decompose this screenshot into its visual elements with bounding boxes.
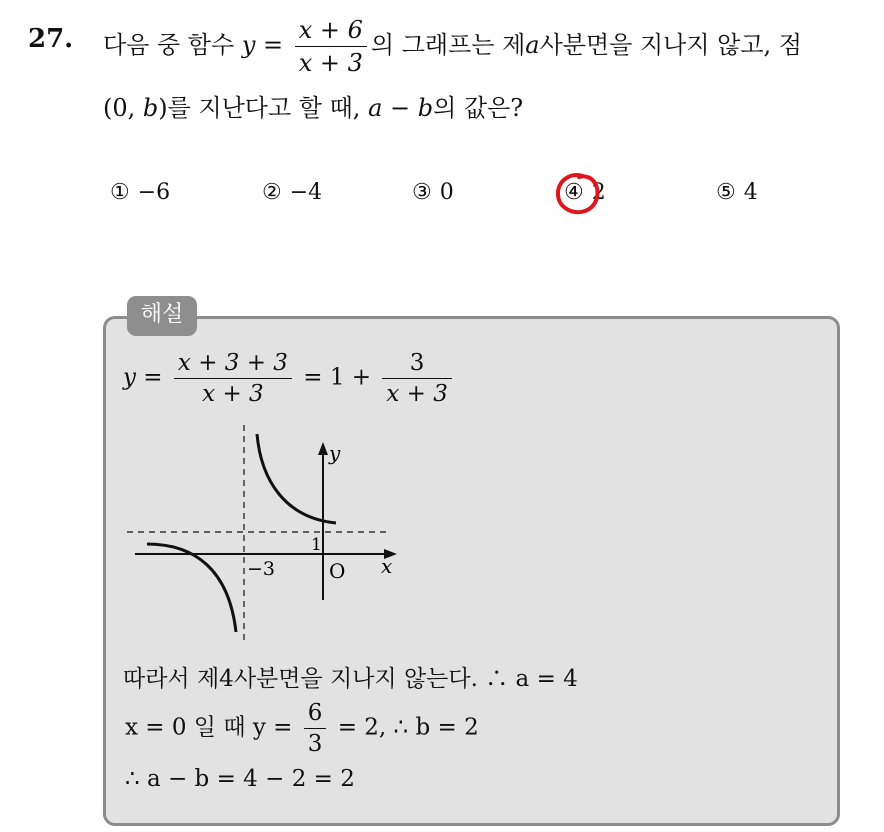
function-variable: y — [241, 31, 256, 59]
y-tick-label: 1 — [311, 535, 322, 555]
fraction-denominator: x + 3 — [386, 381, 448, 407]
fraction-denominator: x + 3 — [298, 49, 363, 77]
quadrant-variable: a — [525, 31, 540, 59]
choice-2[interactable] — [262, 180, 322, 205]
eq-fraction-2 — [382, 350, 452, 407]
choice-5[interactable] — [716, 180, 758, 205]
question-text: 사분면을 지나지 않고, 점 — [539, 31, 802, 59]
solution-text: = 2, ∴ b = 2 — [330, 714, 479, 741]
fraction-denominator: 3 — [307, 731, 323, 757]
solution-line-b — [125, 700, 479, 757]
eq-lhs: y — [123, 364, 136, 391]
fraction-numerator: x + 6 — [295, 16, 367, 47]
choice-value: 0 — [439, 180, 454, 205]
solution-line-a: 따라서 제4사분면을 지나지 않는다. ∴ a = 4 — [123, 666, 578, 692]
fraction-denominator: x + 3 — [202, 381, 264, 407]
fraction-numerator: x + 3 + 3 — [174, 350, 292, 379]
eq-mid: = 1 + — [295, 364, 379, 391]
question-text: 의 그래프는 제 — [370, 31, 526, 59]
question-number: 27. — [28, 24, 74, 54]
choice-mark: ⑤ — [716, 180, 736, 205]
choice-value: −6 — [137, 180, 171, 205]
question-text: 다음 중 함수 — [103, 31, 242, 59]
choice-mark: ② — [262, 180, 282, 205]
question-text: (0, — [103, 94, 143, 122]
answer-circle-mark — [553, 170, 603, 218]
eq-fraction-1 — [174, 350, 292, 407]
hyperbola-graph — [125, 420, 410, 645]
question-line-1 — [103, 16, 802, 77]
fraction-numerator: 6 — [304, 700, 327, 729]
choice-mark: ④ — [564, 180, 584, 205]
origin-label: O — [329, 559, 346, 583]
function-fraction — [295, 16, 367, 77]
choice-value: 4 — [743, 180, 758, 205]
y-axis-label: y — [329, 441, 341, 465]
choice-value: 2 — [591, 180, 606, 205]
solution-tag: 해설 — [127, 296, 197, 336]
choice-value: −4 — [289, 180, 323, 205]
eq-sign: = — [136, 364, 170, 391]
x-axis-label: x — [381, 554, 393, 578]
expression: a − b — [368, 94, 434, 122]
choice-1[interactable] — [110, 180, 170, 205]
solution-line-c: ∴ a − b = 4 − 2 = 2 — [125, 766, 355, 792]
question-text: )를 지난다고 할 때, — [158, 94, 369, 122]
choice-3[interactable] — [412, 180, 454, 205]
question-line-2 — [103, 88, 523, 123]
point-variable: b — [142, 94, 159, 122]
solution-fraction — [304, 700, 327, 757]
curve-lower-branch — [147, 544, 236, 632]
choice-mark: ③ — [412, 180, 432, 205]
question-text: 의 값은? — [433, 94, 524, 122]
equals-sign: = — [255, 31, 291, 59]
solution-equation-1 — [123, 350, 456, 407]
choice-mark: ① — [110, 180, 130, 205]
fraction-numerator: 3 — [382, 350, 452, 379]
x-tick-label: −3 — [247, 558, 276, 580]
solution-text: x = 0 일 때 y = — [125, 714, 300, 741]
y-axis-arrow — [318, 442, 328, 455]
